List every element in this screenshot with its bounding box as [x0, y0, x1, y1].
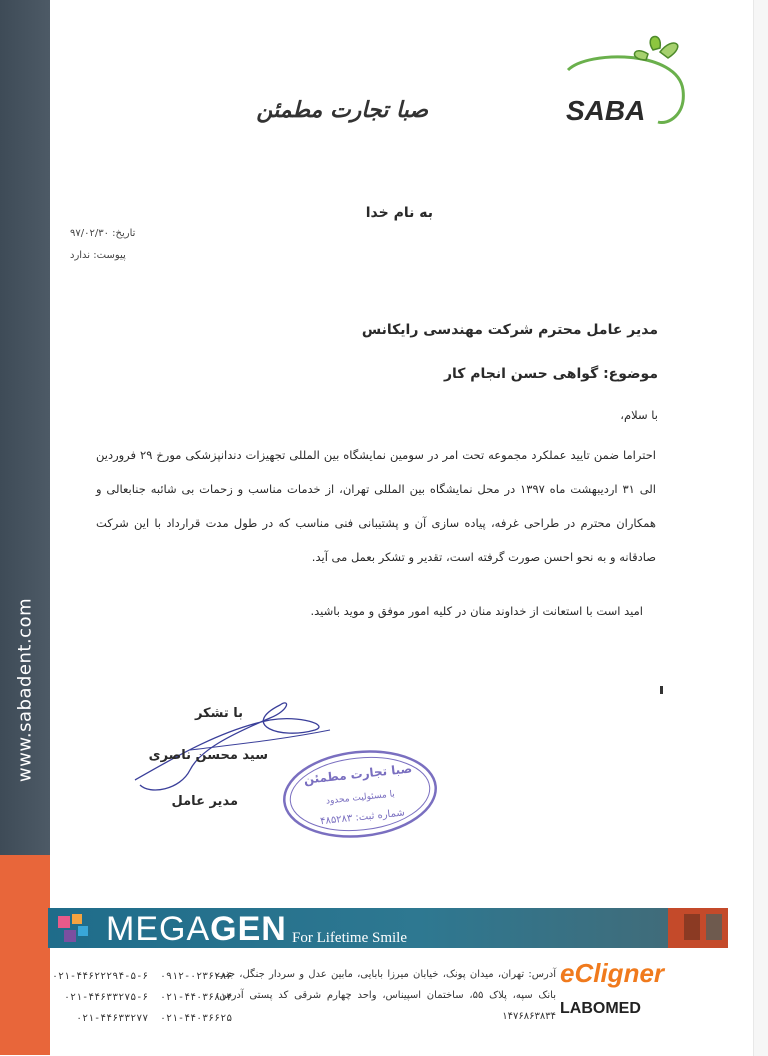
letter-date: تاریخ: ۹۷/۰۲/۳۰: [70, 228, 136, 239]
brand-latin: SABA: [566, 95, 646, 126]
signoff-thanks: با تشکر: [194, 706, 243, 721]
letter-attachment: پیوست: ندارد: [70, 250, 126, 261]
megagen-text-bold: GEN: [210, 910, 287, 948]
website-url: www.sabadent.com: [14, 597, 36, 783]
saba-logo: [448, 30, 698, 140]
phone-number: ۰۹۱۲-۰۲۳۶۲۸۶: [160, 971, 233, 982]
phone-list-mid: [160, 966, 232, 1029]
footer-address: آدرس: تهران، میدان پونک، خیابان میرزا بابایی، مابین عدل و سردار جنگل، جنب بانک سپه، پلاک ۵۵، ساختمان اسپیناس، واحد چهارم شرقی کد پستی آدرس: ۱۴۷۶۸۶۳۸۳۴: [216, 969, 556, 1022]
page-edge: [753, 0, 768, 1056]
signer-name: سید محسن ناصری: [148, 748, 268, 763]
sidebar-accent: [0, 855, 50, 1055]
megagen-text: MEGA: [106, 910, 211, 948]
letter-body: احتراما ضمن تایید عملکرد مجموعه تحت امر در سومین نمایشگاه بین المللی تجهیزات دندانپزشکی مورخ ۲۹ فروردین الی ۳۱ اردیبهشت ماه ۱۳۹۷ در محل نمایشگاه بین المللی تهران، از خدمات مناسب و زحمات بی شائبه جنابعالی و همکاران محترم در طراحی غرفه، پیاده سازی آن و پشتیبانی فنی مناسب که در طول مدت قرارداد با این شرکت صادقانه و به نحو احسن صورت گرفته است، تقدیر و تشکر بعمل می آید.: [96, 448, 656, 564]
phone-list-left: [52, 966, 148, 1029]
footer-square: [706, 914, 722, 940]
closing: امید است با استعانت از خداوند منان در کلیه امور موفق و موید باشید.: [310, 604, 643, 618]
ecligner-logo: eCligner: [560, 958, 665, 988]
phone-number: ۰۲۱-۴۴۶۳۳۲۷۵-۶: [64, 992, 149, 1003]
megagen-icon: [56, 912, 100, 946]
subject: موضوع: گواهی حسن انجام کار: [443, 366, 658, 382]
ink-mark: [660, 686, 663, 694]
phone-number: ۰۲۱-۴۴۶۳۳۲۷۷: [76, 1013, 149, 1024]
brand-persian: صبا تجارت مطمئن: [256, 98, 428, 123]
company-stamp: [280, 748, 440, 840]
signer-title: مدیر عامل: [171, 794, 238, 809]
recipient: مدیر عامل محترم شرکت مهندسی رایکانس: [361, 322, 658, 338]
megagen-wordmark: [106, 910, 287, 949]
footer-square: [684, 914, 700, 940]
stamp-line2: با مسئولیت محدود: [325, 789, 396, 807]
phone-number: ۰۲۱-۴۴۰۳۶۸۱۴: [160, 992, 233, 1003]
phone-number: ۰۲۱-۴۴۶۲۲۲۹۴-۵-۶: [52, 971, 149, 982]
greeting: با سلام،: [620, 408, 658, 422]
megagen-tagline: For Lifetime Smile: [292, 930, 407, 946]
stamp-line1: صبا تجارت مطمئن: [303, 761, 413, 787]
stamp-line3: شماره ثبت: ۴۸۵۲۸۳: [319, 807, 406, 828]
phone-number: ۰۲۱-۴۴۰۳۶۶۲۵: [160, 1013, 233, 1024]
bismillah: به نام خدا: [365, 205, 433, 221]
labomed-logo: LABOMED: [560, 1000, 641, 1017]
